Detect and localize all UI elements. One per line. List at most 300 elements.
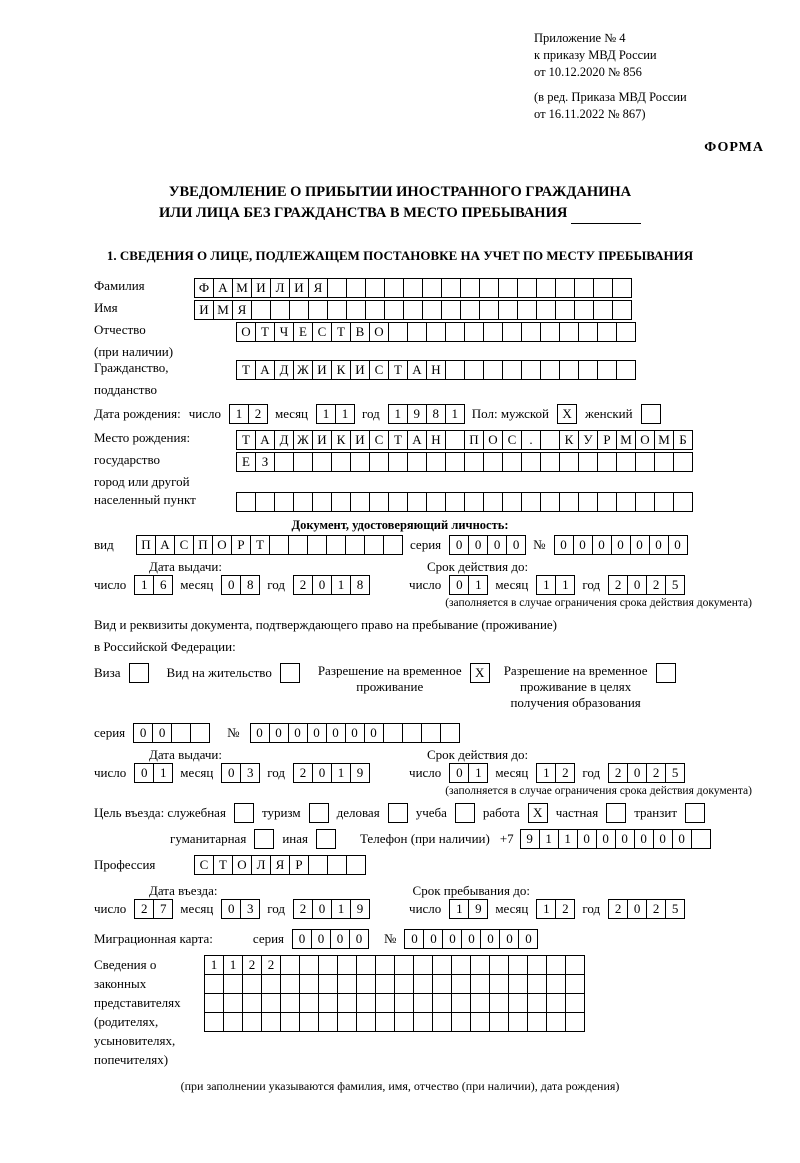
char-cell[interactable]: 2: [555, 763, 575, 783]
char-cell[interactable]: 9: [350, 763, 370, 783]
char-cell[interactable]: 0: [312, 899, 332, 919]
purpose-private-checkbox[interactable]: [606, 803, 626, 823]
char-cell[interactable]: [521, 452, 541, 472]
char-cell[interactable]: [383, 723, 403, 743]
char-cell[interactable]: 0: [345, 723, 365, 743]
char-cell[interactable]: [346, 278, 366, 298]
char-cell[interactable]: [460, 300, 480, 320]
char-cell[interactable]: [635, 492, 655, 512]
patronymic-boxes[interactable]: [236, 322, 635, 342]
char-cell[interactable]: [356, 974, 376, 994]
char-cell[interactable]: [346, 855, 366, 875]
char-cell[interactable]: В: [350, 322, 370, 342]
char-cell[interactable]: [489, 955, 509, 975]
char-cell[interactable]: [261, 1012, 281, 1032]
char-cell[interactable]: [384, 300, 404, 320]
char-cell[interactable]: [616, 492, 636, 512]
char-cell[interactable]: [593, 278, 613, 298]
char-cell[interactable]: [555, 300, 575, 320]
char-cell[interactable]: М: [654, 430, 674, 450]
stay-day-boxes[interactable]: [449, 899, 487, 919]
char-cell[interactable]: [369, 492, 389, 512]
char-cell[interactable]: Д: [274, 360, 294, 380]
char-cell[interactable]: 0: [133, 723, 153, 743]
char-cell[interactable]: Т: [388, 430, 408, 450]
char-cell[interactable]: 0: [221, 899, 241, 919]
char-cell[interactable]: [565, 974, 585, 994]
char-cell[interactable]: [460, 278, 480, 298]
char-cell[interactable]: Т: [250, 535, 270, 555]
char-cell[interactable]: [540, 360, 560, 380]
char-cell[interactable]: 0: [627, 763, 647, 783]
char-cell[interactable]: [527, 1012, 547, 1032]
char-cell[interactable]: 1: [468, 575, 488, 595]
char-cell[interactable]: [289, 300, 309, 320]
doc-valid-day-boxes[interactable]: [449, 575, 487, 595]
char-cell[interactable]: [498, 278, 518, 298]
permit-number-boxes[interactable]: [250, 723, 459, 743]
char-cell[interactable]: 5: [665, 575, 685, 595]
char-cell[interactable]: [280, 1012, 300, 1032]
char-cell[interactable]: 1: [558, 829, 578, 849]
char-cell[interactable]: [270, 300, 290, 320]
char-cell[interactable]: [426, 492, 446, 512]
char-cell[interactable]: Т: [388, 360, 408, 380]
char-cell[interactable]: 2: [293, 575, 313, 595]
char-cell[interactable]: М: [213, 300, 233, 320]
char-cell[interactable]: [654, 492, 674, 512]
doc-kind-boxes[interactable]: [136, 535, 402, 555]
char-cell[interactable]: Я: [232, 300, 252, 320]
permit-valid-year-boxes[interactable]: [608, 763, 684, 783]
char-cell[interactable]: П: [193, 535, 213, 555]
entry-month-boxes[interactable]: [221, 899, 259, 919]
char-cell[interactable]: [612, 278, 632, 298]
char-cell[interactable]: [407, 452, 427, 472]
char-cell[interactable]: 1: [536, 575, 556, 595]
char-cell[interactable]: 0: [349, 929, 369, 949]
char-cell[interactable]: [242, 974, 262, 994]
char-cell[interactable]: [445, 492, 465, 512]
char-cell[interactable]: [432, 955, 452, 975]
char-cell[interactable]: 0: [288, 723, 308, 743]
char-cell[interactable]: [236, 492, 256, 512]
char-cell[interactable]: [337, 955, 357, 975]
char-cell[interactable]: [375, 993, 395, 1013]
char-cell[interactable]: 0: [487, 535, 507, 555]
stay-month-boxes[interactable]: [536, 899, 574, 919]
char-cell[interactable]: [308, 300, 328, 320]
entry-day-boxes[interactable]: [134, 899, 172, 919]
char-cell[interactable]: [327, 855, 347, 875]
char-cell[interactable]: 2: [608, 763, 628, 783]
char-cell[interactable]: 0: [499, 929, 519, 949]
char-cell[interactable]: [673, 492, 693, 512]
char-cell[interactable]: [432, 974, 452, 994]
char-cell[interactable]: [540, 452, 560, 472]
char-cell[interactable]: 0: [152, 723, 172, 743]
char-cell[interactable]: [251, 300, 271, 320]
purpose-business-checkbox[interactable]: [388, 803, 408, 823]
char-cell[interactable]: [171, 723, 191, 743]
char-cell[interactable]: [536, 300, 556, 320]
char-cell[interactable]: [223, 974, 243, 994]
permit-series-boxes[interactable]: [133, 723, 209, 743]
char-cell[interactable]: 9: [350, 899, 370, 919]
birth-month-boxes[interactable]: [316, 404, 354, 424]
char-cell[interactable]: [388, 322, 408, 342]
char-cell[interactable]: [508, 1012, 528, 1032]
purpose-humanitarian-checkbox[interactable]: [254, 829, 274, 849]
char-cell[interactable]: С: [174, 535, 194, 555]
char-cell[interactable]: [597, 452, 617, 472]
char-cell[interactable]: [451, 955, 471, 975]
char-cell[interactable]: [394, 993, 414, 1013]
char-cell[interactable]: И: [289, 278, 309, 298]
char-cell[interactable]: [508, 974, 528, 994]
char-cell[interactable]: [464, 492, 484, 512]
char-cell[interactable]: А: [155, 535, 175, 555]
char-cell[interactable]: 1: [335, 404, 355, 424]
char-cell[interactable]: 9: [407, 404, 427, 424]
char-cell[interactable]: [365, 278, 385, 298]
char-cell[interactable]: 0: [627, 899, 647, 919]
char-cell[interactable]: [574, 278, 594, 298]
char-cell[interactable]: 1: [331, 899, 351, 919]
char-cell[interactable]: 0: [134, 763, 154, 783]
char-cell[interactable]: 0: [611, 535, 631, 555]
char-cell[interactable]: [204, 993, 224, 1013]
char-cell[interactable]: С: [502, 430, 522, 450]
char-cell[interactable]: Л: [251, 855, 271, 875]
char-cell[interactable]: 1: [445, 404, 465, 424]
char-cell[interactable]: О: [232, 855, 252, 875]
char-cell[interactable]: [407, 492, 427, 512]
char-cell[interactable]: [345, 535, 365, 555]
purpose-work-checkbox[interactable]: Х: [528, 803, 548, 823]
char-cell[interactable]: 2: [242, 955, 262, 975]
temp-residence-checkbox[interactable]: Х: [470, 663, 490, 683]
char-cell[interactable]: [426, 322, 446, 342]
char-cell[interactable]: [299, 993, 319, 1013]
char-cell[interactable]: [318, 955, 338, 975]
char-cell[interactable]: 2: [555, 899, 575, 919]
char-cell[interactable]: [337, 993, 357, 1013]
char-cell[interactable]: 0: [312, 575, 332, 595]
char-cell[interactable]: О: [369, 322, 389, 342]
char-cell[interactable]: [559, 452, 579, 472]
char-cell[interactable]: 8: [350, 575, 370, 595]
char-cell[interactable]: Т: [236, 360, 256, 380]
char-cell[interactable]: [540, 430, 560, 450]
char-cell[interactable]: 1: [204, 955, 224, 975]
char-cell[interactable]: [394, 955, 414, 975]
char-cell[interactable]: 0: [449, 763, 469, 783]
char-cell[interactable]: [597, 492, 617, 512]
char-cell[interactable]: [546, 993, 566, 1013]
char-cell[interactable]: [451, 993, 471, 1013]
char-cell[interactable]: [261, 974, 281, 994]
char-cell[interactable]: 0: [442, 929, 462, 949]
char-cell[interactable]: [470, 993, 490, 1013]
char-cell[interactable]: [346, 300, 366, 320]
char-cell[interactable]: 1: [223, 955, 243, 975]
char-cell[interactable]: С: [194, 855, 214, 875]
char-cell[interactable]: [521, 492, 541, 512]
char-cell[interactable]: 2: [646, 575, 666, 595]
permit-issue-year-boxes[interactable]: [293, 763, 369, 783]
char-cell[interactable]: [616, 360, 636, 380]
char-cell[interactable]: [432, 993, 452, 1013]
char-cell[interactable]: К: [331, 430, 351, 450]
char-cell[interactable]: [508, 993, 528, 1013]
char-cell[interactable]: 0: [292, 929, 312, 949]
char-cell[interactable]: [388, 452, 408, 472]
char-cell[interactable]: [350, 452, 370, 472]
char-cell[interactable]: [546, 1012, 566, 1032]
char-cell[interactable]: [327, 278, 347, 298]
char-cell[interactable]: 0: [468, 535, 488, 555]
permit-valid-day-boxes[interactable]: [449, 763, 487, 783]
char-cell[interactable]: 0: [506, 535, 526, 555]
char-cell[interactable]: [312, 492, 332, 512]
char-cell[interactable]: 1: [331, 763, 351, 783]
legal-rep-row-3[interactable]: [204, 993, 584, 1013]
name-boxes[interactable]: [194, 300, 631, 320]
char-cell[interactable]: А: [407, 360, 427, 380]
char-cell[interactable]: 0: [577, 829, 597, 849]
char-cell[interactable]: [445, 322, 465, 342]
char-cell[interactable]: [413, 955, 433, 975]
char-cell[interactable]: 0: [653, 829, 673, 849]
char-cell[interactable]: [261, 993, 281, 1013]
char-cell[interactable]: 0: [364, 723, 384, 743]
char-cell[interactable]: [280, 974, 300, 994]
char-cell[interactable]: [464, 360, 484, 380]
char-cell[interactable]: [489, 974, 509, 994]
char-cell[interactable]: [540, 322, 560, 342]
char-cell[interactable]: 1: [316, 404, 336, 424]
char-cell[interactable]: [223, 1012, 243, 1032]
char-cell[interactable]: О: [236, 322, 256, 342]
char-cell[interactable]: 0: [461, 929, 481, 949]
doc-issue-month-boxes[interactable]: [221, 575, 259, 595]
char-cell[interactable]: О: [212, 535, 232, 555]
char-cell[interactable]: [451, 1012, 471, 1032]
char-cell[interactable]: [540, 492, 560, 512]
purpose-service-checkbox[interactable]: [234, 803, 254, 823]
char-cell[interactable]: Ф: [194, 278, 214, 298]
char-cell[interactable]: И: [350, 430, 370, 450]
char-cell[interactable]: Т: [255, 322, 275, 342]
char-cell[interactable]: 7: [153, 899, 173, 919]
migration-number-boxes[interactable]: [404, 929, 537, 949]
doc-valid-month-boxes[interactable]: [536, 575, 574, 595]
char-cell[interactable]: [440, 723, 460, 743]
char-cell[interactable]: [350, 492, 370, 512]
char-cell[interactable]: [383, 535, 403, 555]
char-cell[interactable]: 0: [630, 535, 650, 555]
char-cell[interactable]: Т: [331, 322, 351, 342]
char-cell[interactable]: 0: [423, 929, 443, 949]
char-cell[interactable]: 8: [240, 575, 260, 595]
char-cell[interactable]: [673, 452, 693, 472]
char-cell[interactable]: [517, 300, 537, 320]
purpose-transit-checkbox[interactable]: [685, 803, 705, 823]
legal-rep-row-2[interactable]: [204, 974, 584, 994]
char-cell[interactable]: [464, 322, 484, 342]
doc-series-boxes[interactable]: [449, 535, 525, 555]
char-cell[interactable]: [451, 974, 471, 994]
char-cell[interactable]: [242, 1012, 262, 1032]
char-cell[interactable]: [593, 300, 613, 320]
char-cell[interactable]: [479, 278, 499, 298]
char-cell[interactable]: 0: [615, 829, 635, 849]
char-cell[interactable]: [470, 955, 490, 975]
char-cell[interactable]: 0: [634, 829, 654, 849]
char-cell[interactable]: 0: [668, 535, 688, 555]
char-cell[interactable]: И: [312, 360, 332, 380]
char-cell[interactable]: [527, 993, 547, 1013]
char-cell[interactable]: Я: [270, 855, 290, 875]
char-cell[interactable]: 0: [250, 723, 270, 743]
char-cell[interactable]: 3: [240, 899, 260, 919]
char-cell[interactable]: 0: [592, 535, 612, 555]
char-cell[interactable]: 1: [539, 829, 559, 849]
char-cell[interactable]: 9: [520, 829, 540, 849]
char-cell[interactable]: [413, 993, 433, 1013]
char-cell[interactable]: [375, 955, 395, 975]
char-cell[interactable]: 1: [536, 899, 556, 919]
char-cell[interactable]: Т: [213, 855, 233, 875]
purpose-tourism-checkbox[interactable]: [309, 803, 329, 823]
char-cell[interactable]: [318, 993, 338, 1013]
char-cell[interactable]: А: [255, 360, 275, 380]
char-cell[interactable]: [394, 974, 414, 994]
char-cell[interactable]: [422, 300, 442, 320]
char-cell[interactable]: [559, 360, 579, 380]
char-cell[interactable]: [441, 278, 461, 298]
char-cell[interactable]: [269, 535, 289, 555]
char-cell[interactable]: [407, 322, 427, 342]
purpose-study-checkbox[interactable]: [455, 803, 475, 823]
profession-boxes[interactable]: [194, 855, 365, 875]
char-cell[interactable]: 0: [404, 929, 424, 949]
char-cell[interactable]: Б: [673, 430, 693, 450]
birth-year-boxes[interactable]: [388, 404, 464, 424]
char-cell[interactable]: И: [194, 300, 214, 320]
char-cell[interactable]: [242, 993, 262, 1013]
migration-series-boxes[interactable]: [292, 929, 368, 949]
char-cell[interactable]: [555, 278, 575, 298]
char-cell[interactable]: [483, 360, 503, 380]
char-cell[interactable]: 0: [672, 829, 692, 849]
char-cell[interactable]: М: [616, 430, 636, 450]
char-cell[interactable]: Д: [274, 430, 294, 450]
char-cell[interactable]: И: [251, 278, 271, 298]
char-cell[interactable]: [441, 300, 461, 320]
char-cell[interactable]: М: [232, 278, 252, 298]
char-cell[interactable]: 2: [261, 955, 281, 975]
char-cell[interactable]: 2: [134, 899, 154, 919]
char-cell[interactable]: 0: [312, 763, 332, 783]
char-cell[interactable]: 0: [311, 929, 331, 949]
char-cell[interactable]: [274, 452, 294, 472]
char-cell[interactable]: [578, 360, 598, 380]
char-cell[interactable]: [508, 955, 528, 975]
char-cell[interactable]: [308, 855, 328, 875]
char-cell[interactable]: Н: [426, 360, 446, 380]
char-cell[interactable]: [413, 1012, 433, 1032]
char-cell[interactable]: 3: [240, 763, 260, 783]
char-cell[interactable]: [546, 974, 566, 994]
char-cell[interactable]: [502, 492, 522, 512]
char-cell[interactable]: 2: [646, 899, 666, 919]
char-cell[interactable]: [365, 300, 385, 320]
char-cell[interactable]: [307, 535, 327, 555]
char-cell[interactable]: 0: [573, 535, 593, 555]
char-cell[interactable]: [546, 955, 566, 975]
char-cell[interactable]: [565, 955, 585, 975]
birthplace-boxes-row-1[interactable]: [236, 430, 692, 450]
char-cell[interactable]: [517, 278, 537, 298]
char-cell[interactable]: [384, 278, 404, 298]
char-cell[interactable]: [426, 452, 446, 472]
char-cell[interactable]: [299, 974, 319, 994]
char-cell[interactable]: Ж: [293, 360, 313, 380]
char-cell[interactable]: [403, 278, 423, 298]
char-cell[interactable]: 0: [307, 723, 327, 743]
sex-female-checkbox[interactable]: [641, 404, 661, 424]
char-cell[interactable]: 1: [331, 575, 351, 595]
char-cell[interactable]: [204, 1012, 224, 1032]
char-cell[interactable]: [280, 993, 300, 1013]
char-cell[interactable]: 2: [608, 899, 628, 919]
char-cell[interactable]: [255, 492, 275, 512]
char-cell[interactable]: 0: [326, 723, 346, 743]
char-cell[interactable]: И: [312, 430, 332, 450]
purpose-other-checkbox[interactable]: [316, 829, 336, 849]
char-cell[interactable]: З: [255, 452, 275, 472]
char-cell[interactable]: И: [350, 360, 370, 380]
char-cell[interactable]: [190, 723, 210, 743]
char-cell[interactable]: Л: [270, 278, 290, 298]
entry-year-boxes[interactable]: [293, 899, 369, 919]
char-cell[interactable]: [502, 322, 522, 342]
char-cell[interactable]: Е: [293, 322, 313, 342]
char-cell[interactable]: Е: [236, 452, 256, 472]
char-cell[interactable]: [364, 535, 384, 555]
char-cell[interactable]: [403, 300, 423, 320]
char-cell[interactable]: 0: [596, 829, 616, 849]
char-cell[interactable]: [375, 1012, 395, 1032]
char-cell[interactable]: [288, 535, 308, 555]
char-cell[interactable]: [470, 1012, 490, 1032]
char-cell[interactable]: Ч: [274, 322, 294, 342]
char-cell[interactable]: Р: [289, 855, 309, 875]
char-cell[interactable]: [280, 955, 300, 975]
char-cell[interactable]: [470, 974, 490, 994]
char-cell[interactable]: [422, 278, 442, 298]
char-cell[interactable]: [413, 974, 433, 994]
permit-valid-month-boxes[interactable]: [536, 763, 574, 783]
char-cell[interactable]: [498, 300, 518, 320]
char-cell[interactable]: [326, 535, 346, 555]
char-cell[interactable]: 2: [293, 763, 313, 783]
char-cell[interactable]: [394, 1012, 414, 1032]
char-cell[interactable]: [432, 1012, 452, 1032]
char-cell[interactable]: [327, 300, 347, 320]
